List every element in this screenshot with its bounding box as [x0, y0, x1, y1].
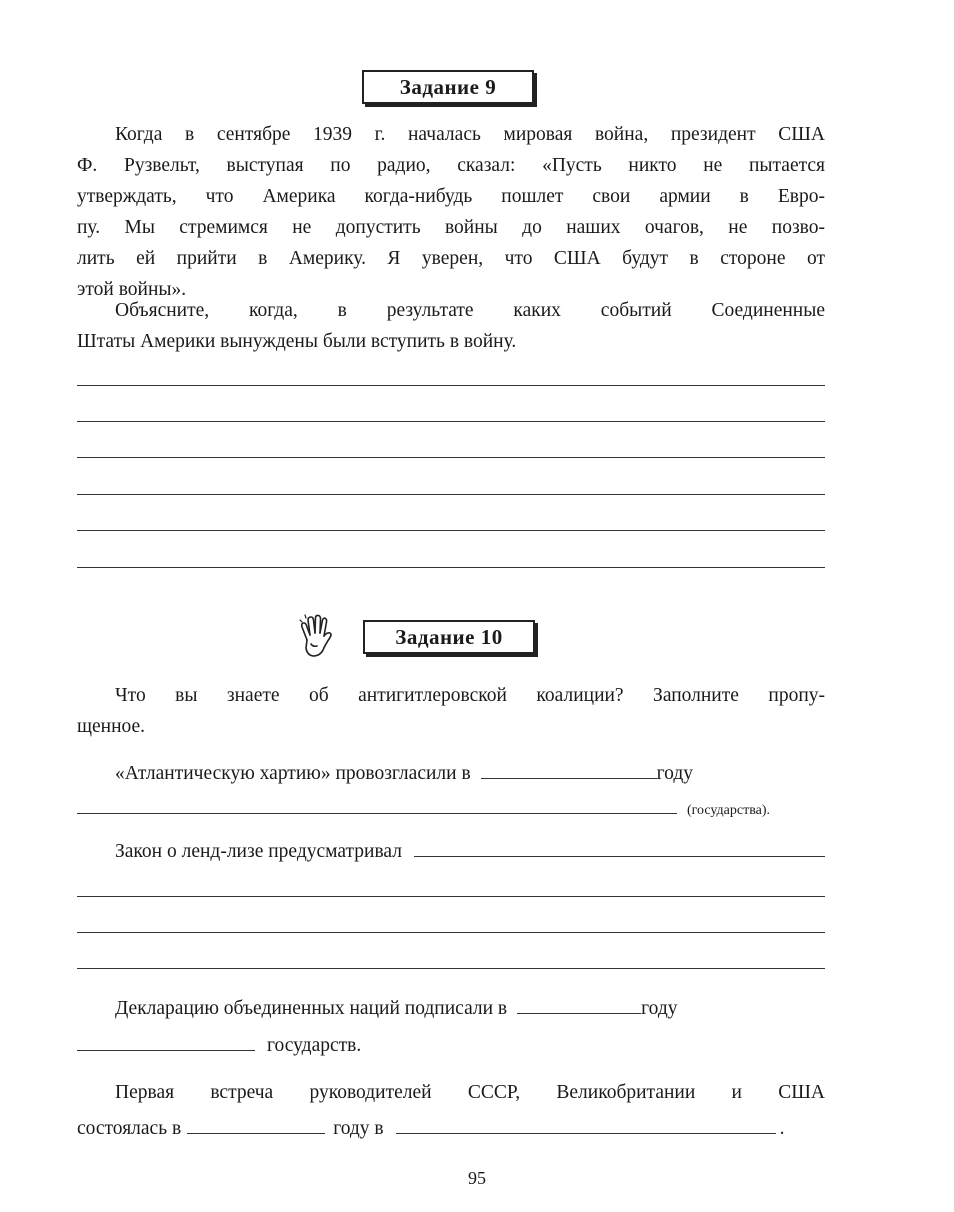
answer-line-4[interactable]	[77, 494, 825, 495]
charter-suffix: году	[656, 763, 694, 784]
quote-line-1: Когда в сентябре 1939 г. началась мировая война, президент США	[115, 124, 825, 145]
intro-line-1: Что вы знаете об антигитлеровской коалиции? Заполните пропу-	[115, 685, 825, 706]
lendlease-text: Закон о ленд-лизе предусматривал	[115, 841, 402, 862]
quote-line-3: утверждать, что Америка когда-нибудь пошлет свои армии в Евро-	[77, 186, 825, 207]
meeting-place-blank[interactable]	[396, 1115, 776, 1134]
quote-line-4: пу. Мы стремимся не допустить войны до наших очагов, не позво-	[77, 217, 825, 238]
task-9-title: Задание 9	[399, 74, 497, 99]
charter-prefix: «Атлантическую хартию» провозгласили в	[115, 763, 471, 784]
task-10-title: Задание 10	[395, 624, 503, 649]
task-10-intro	[77, 680, 825, 742]
task-9-title-box	[362, 70, 534, 104]
task-10-title-box	[363, 620, 535, 654]
question-line-1: Объясните, когда, в результате каких событий Соединенные	[115, 300, 825, 321]
answer-line-6[interactable]	[77, 567, 825, 568]
meeting-line-1: Первая встреча руководителей СССР, Великобритании и США	[115, 1082, 825, 1103]
declaration-count-blank[interactable]	[77, 1032, 255, 1051]
meeting-mid: году в	[333, 1118, 384, 1139]
answer-line-1[interactable]	[77, 385, 825, 386]
page-number: 95	[468, 1168, 486, 1188]
meeting-end: .	[779, 1118, 785, 1139]
charter-row-2	[77, 795, 825, 819]
declaration-suffix: году	[641, 998, 678, 1019]
declaration-year-blank[interactable]	[517, 995, 641, 1014]
meeting-year-blank[interactable]	[187, 1115, 325, 1134]
charter-states-blank[interactable]	[77, 795, 677, 814]
lendlease-line-1[interactable]	[77, 896, 825, 897]
charter-tail: (государства).	[687, 803, 771, 818]
task-9-question	[77, 295, 825, 357]
lendlease-line-3[interactable]	[77, 968, 825, 969]
declaration-prefix: Декларацию объединенных наций подписали в	[115, 998, 508, 1019]
meeting-row-2	[77, 1113, 825, 1144]
answer-line-2[interactable]	[77, 421, 825, 422]
declaration-row-2	[77, 1030, 825, 1061]
meeting-prefix: состоялась в	[77, 1118, 182, 1139]
raised-hand-icon	[296, 614, 336, 660]
charter-row	[115, 758, 825, 789]
declaration-tail: государств.	[267, 1035, 362, 1056]
charter-year-blank[interactable]	[481, 760, 657, 779]
quote-line-2: Ф. Рузвельт, выступая по радио, сказал: «Пусть никто не пытается	[77, 155, 825, 176]
intro-line-2: щенное.	[77, 716, 146, 737]
task-9-quote	[77, 119, 825, 305]
lendlease-row	[115, 836, 825, 867]
question-line-2: Штаты Америки вынуждены были вступить в войну.	[77, 331, 517, 352]
quote-line-5: лить ей прийти в Америку. Я уверен, что США будут в стороне от	[77, 248, 825, 269]
answer-line-5[interactable]	[77, 530, 825, 531]
lendlease-blank[interactable]	[414, 838, 825, 857]
lendlease-line-2[interactable]	[77, 932, 825, 933]
quote-line-6: этой войны».	[77, 279, 187, 300]
declaration-row	[115, 993, 825, 1024]
meeting-paragraph	[77, 1077, 825, 1108]
answer-line-3[interactable]	[77, 457, 825, 458]
